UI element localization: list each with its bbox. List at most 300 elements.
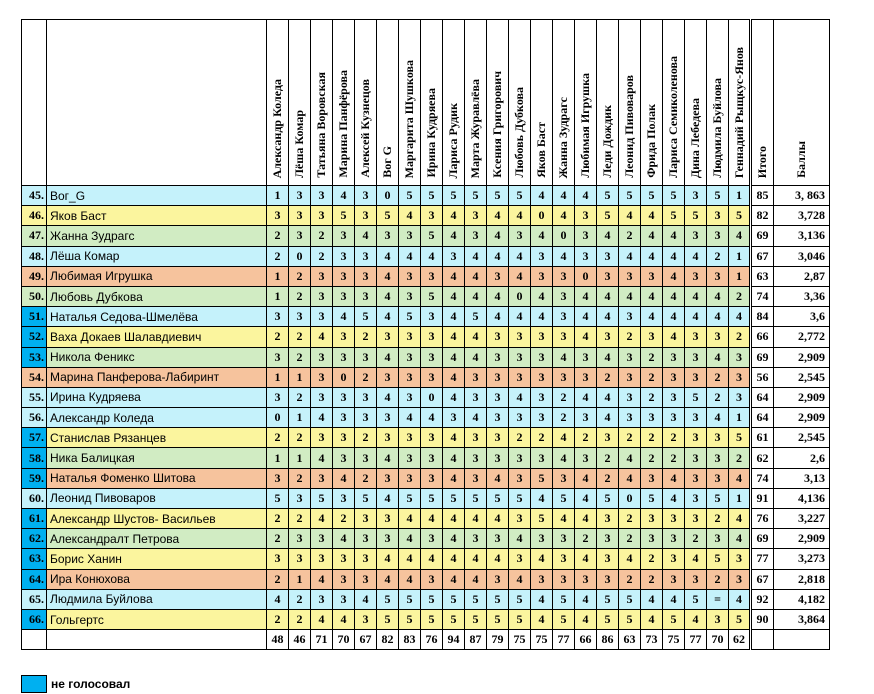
score-cell: 5 [597,589,619,609]
score-cell: 3 [421,428,443,448]
table-row [22,569,830,589]
score-cell: 4 [311,609,333,629]
points-cell: 4,136 [774,488,830,508]
score-cell: 3 [421,266,443,286]
column-header [509,20,531,186]
score-cell: 2 [641,448,663,468]
score-cell: 4 [465,408,487,428]
row-number-cell: 52. [22,327,47,347]
score-cell: 4 [399,246,421,266]
score-cell: 2 [333,509,355,529]
score-cell: 4 [575,186,597,206]
score-cell: 2 [619,509,641,529]
score-cell: 4 [553,509,575,529]
score-cell: 5 [377,609,399,629]
score-cell: 3 [663,509,685,529]
score-cell: 1 [267,367,289,387]
score-cell: 4 [487,206,509,226]
score-cell: 4 [377,266,399,286]
score-cell: 1 [729,266,751,286]
participant-name-cell: Людмила Буйлова [47,589,267,609]
row-number-cell: 65. [22,589,47,609]
table-body [22,186,830,650]
total-cell: 64 [751,387,774,407]
score-cell: 2 [289,609,311,629]
score-cell: 3 [641,509,663,529]
participant-name-cell: Наталья Седова-Шмелёва [47,307,267,327]
score-cell: 5 [399,488,421,508]
score-cell: 3 [575,408,597,428]
score-cell: 4 [421,408,443,428]
score-cell: 3 [487,408,509,428]
score-cell: 4 [707,347,729,367]
total-cell: 85 [751,186,774,206]
score-cell: 3 [355,347,377,367]
score-cell: 2 [641,549,663,569]
score-cell: 4 [663,327,685,347]
score-cell: 3 [355,549,377,569]
score-cell: 3 [465,387,487,407]
score-cell: 4 [443,286,465,306]
score-cell: 5 [267,488,289,508]
score-cell: 5 [531,468,553,488]
score-cell: 3 [663,529,685,549]
legend [21,675,130,693]
participant-name-cell: Ирина Кудряева [47,387,267,407]
score-cell: 3 [553,569,575,589]
row-number-cell: 54. [22,367,47,387]
score-cell: 5 [619,609,641,629]
participant-name-cell: Ваха Докаев Шалавдиевич [47,327,267,347]
row-number-cell: 47. [22,226,47,246]
score-cell: 2 [641,387,663,407]
score-cell: 4 [487,468,509,488]
participant-name-cell: Станислав Рязанцев [47,428,267,448]
score-cell: 3 [333,569,355,589]
score-cell: 4 [597,226,619,246]
column-total-cell: 73 [641,630,663,650]
score-cell: 3 [289,226,311,246]
table-row [22,206,830,226]
score-cell: 3 [421,347,443,367]
score-cell: 3 [355,186,377,206]
score-cell: 3 [487,266,509,286]
score-cell: 3 [707,468,729,488]
column-header [333,20,355,186]
score-cell: 4 [333,468,355,488]
score-cell: 3 [729,347,751,367]
score-cell: 3 [707,448,729,468]
score-cell: 4 [663,468,685,488]
total-cell: 69 [751,226,774,246]
score-cell: 3 [509,347,531,367]
score-cell: 4 [707,307,729,327]
score-cell: 3 [355,609,377,629]
score-cell: 5 [597,609,619,629]
score-cell: 1 [729,488,751,508]
score-cell: 4 [487,307,509,327]
column-header-label: Геннадий Рыщкус-Янов [731,46,746,178]
score-cell: 4 [641,226,663,246]
score-cell: 3 [641,408,663,428]
footer-row [22,630,830,650]
score-cell: 2 [685,529,707,549]
score-cell: 3 [707,609,729,629]
total-cell: 74 [751,286,774,306]
column-header [729,20,751,186]
score-cell: 3 [487,367,509,387]
score-cell: 4 [553,347,575,367]
score-cell: 4 [399,509,421,529]
score-cell: 5 [487,488,509,508]
total-cell: 69 [751,347,774,367]
score-cell: 3 [487,428,509,448]
score-cell: 5 [597,488,619,508]
score-cell: 3 [663,549,685,569]
column-header [641,20,663,186]
score-cell: 3 [333,428,355,448]
score-cell: 3 [663,408,685,428]
score-cell: 5 [377,206,399,226]
score-cell: 4 [597,286,619,306]
score-cell: 0 [333,367,355,387]
score-cell: 4 [575,549,597,569]
column-header [377,20,399,186]
points-cell: 2,818 [774,569,830,589]
score-cell: 4 [443,569,465,589]
score-cell: 5 [509,186,531,206]
score-cell: 4 [531,226,553,246]
score-cell: 5 [663,609,685,629]
score-cell: 3 [355,448,377,468]
score-cell: 5 [553,589,575,609]
score-cell: 4 [641,589,663,609]
column-total-cell: 67 [355,630,377,650]
score-cell: 2 [729,448,751,468]
score-cell: 3 [707,529,729,549]
table-row [22,307,830,327]
column-header [707,20,729,186]
score-cell: 4 [465,246,487,266]
row-number-cell: 63. [22,549,47,569]
score-cell: 2 [619,569,641,589]
score-cell: 4 [487,286,509,306]
score-cell: 5 [619,186,641,206]
score-cell: 5 [443,488,465,508]
score-cell: 2 [729,327,751,347]
score-cell: 4 [641,307,663,327]
participant-name-cell: Жанна Зудрагс [47,226,267,246]
points-cell: 3, 863 [774,186,830,206]
results-table [21,19,830,650]
score-cell: 4 [487,226,509,246]
score-cell: 4 [311,408,333,428]
score-cell: 3 [597,549,619,569]
score-cell: 3 [333,347,355,367]
score-cell: 0 [421,387,443,407]
score-cell: 2 [267,529,289,549]
score-cell: 4 [553,206,575,226]
score-cell: 3 [509,448,531,468]
score-cell: 3 [355,509,377,529]
score-cell: 0 [619,488,641,508]
score-cell: 2 [553,387,575,407]
score-cell: 5 [641,488,663,508]
score-cell: 1 [267,266,289,286]
score-cell: 3 [333,327,355,347]
score-cell: 4 [575,609,597,629]
column-header-label: Лариса Семиколенова [666,56,680,178]
score-cell: 4 [399,206,421,226]
score-cell: 4 [465,266,487,286]
table-row [22,266,830,286]
participant-name-cell: Наталья Фоменко Шитова [47,468,267,488]
score-cell: 4 [443,327,465,347]
footer-empty-cell [774,630,830,650]
column-header [267,20,289,186]
participant-name-cell: Ира Конюхова [47,569,267,589]
score-cell: 2 [575,529,597,549]
column-header-label: Маргарита Шушкова [402,59,416,178]
score-cell: 5 [619,589,641,609]
score-cell: 3 [553,307,575,327]
score-cell: 4 [685,286,707,306]
score-cell: 5 [531,509,553,529]
score-cell: 3 [311,367,333,387]
score-cell: 4 [377,307,399,327]
column-header [774,20,830,186]
score-cell: 5 [509,488,531,508]
score-cell: 5 [421,226,443,246]
participant-name-cell: Марина Панферова-Лабиринт [47,367,267,387]
score-cell: 4 [377,387,399,407]
score-cell: 5 [487,609,509,629]
column-header [399,20,421,186]
table-row [22,448,830,468]
score-cell: 4 [509,307,531,327]
score-cell: 3 [333,549,355,569]
points-cell: 3,864 [774,609,830,629]
score-cell: 5 [509,589,531,609]
row-number-cell: 66. [22,609,47,629]
score-cell: 2 [619,226,641,246]
table-row [22,347,830,367]
score-cell: 2 [311,226,333,246]
column-header-label: Лёша Комар [292,109,306,178]
score-cell: 4 [443,529,465,549]
participant-name-cell: Ника Балицкая [47,448,267,468]
column-total-cell: 76 [421,630,443,650]
score-cell: 3 [311,387,333,407]
score-cell: 4 [663,589,685,609]
score-cell: 1 [729,186,751,206]
score-cell: 2 [619,327,641,347]
column-header-label: Жанна Зудрагс [556,96,570,178]
total-cell: 74 [751,468,774,488]
table-row [22,367,830,387]
participant-name-cell: Яков Баст [47,206,267,226]
corner-cell-num [22,20,47,186]
row-number-cell: 50. [22,286,47,306]
score-cell: 3 [619,408,641,428]
score-cell: 1 [289,569,311,589]
score-cell: 3 [333,408,355,428]
score-cell: 4 [377,488,399,508]
column-total-cell: 94 [443,630,465,650]
total-cell: 76 [751,509,774,529]
score-cell: 4 [333,186,355,206]
score-cell: 2 [707,569,729,589]
score-cell: 3 [399,347,421,367]
score-cell: 3 [443,246,465,266]
table-row [22,246,830,266]
score-cell: 5 [707,549,729,569]
column-total-cell: 75 [509,630,531,650]
score-cell: 3 [465,428,487,448]
score-cell: 2 [641,347,663,367]
score-cell: 3 [267,347,289,367]
score-cell: 2 [289,509,311,529]
score-cell: 4 [443,448,465,468]
row-number-cell: 57. [22,428,47,448]
score-cell: 4 [509,206,531,226]
score-cell: 5 [729,609,751,629]
score-cell: 3 [289,186,311,206]
total-cell: 56 [751,367,774,387]
row-number-cell: 51. [22,307,47,327]
score-cell: 3 [553,266,575,286]
score-cell: 4 [443,347,465,367]
score-cell: 3 [553,529,575,549]
score-cell: 3 [531,569,553,589]
score-cell: 2 [289,286,311,306]
column-header [421,20,443,186]
total-cell: 82 [751,206,774,226]
score-cell: 3 [729,367,751,387]
column-header-label: Дина Лебедева [688,97,702,178]
score-cell: 4 [619,206,641,226]
score-cell: 3 [377,327,399,347]
column-header [663,20,685,186]
score-cell: 4 [509,529,531,549]
table-row [22,509,830,529]
score-cell: 5 [355,488,377,508]
score-cell: 4 [399,529,421,549]
score-cell: 3 [619,347,641,367]
score-cell: 3 [619,307,641,327]
score-cell: 3 [597,509,619,529]
score-cell: = [707,589,729,609]
row-number-cell: 46. [22,206,47,226]
score-cell: 3 [685,468,707,488]
column-header [619,20,641,186]
table-row [22,226,830,246]
score-cell: 4 [509,246,531,266]
score-cell: 5 [707,488,729,508]
column-header-label: Любимая Игрушка [578,73,592,178]
column-header-label: Александр Коледа [270,78,284,178]
table-row [22,408,830,428]
row-number-cell: 49. [22,266,47,286]
score-cell: 5 [421,488,443,508]
score-cell: 5 [311,488,333,508]
column-header-label: Алексей Кузнецов [358,79,372,178]
score-cell: 4 [597,307,619,327]
points-cell: 2,87 [774,266,830,286]
score-cell: 1 [289,408,311,428]
score-cell: 4 [663,307,685,327]
points-cell: 4,182 [774,589,830,609]
points-cell: 3,046 [774,246,830,266]
score-cell: 4 [729,226,751,246]
score-cell: 3 [575,448,597,468]
score-cell: 4 [553,448,575,468]
table-row [22,286,830,306]
table-row [22,609,830,629]
score-cell: 5 [465,488,487,508]
total-cell: 77 [751,549,774,569]
score-cell: 2 [289,347,311,367]
score-cell: 1 [289,367,311,387]
score-cell: 4 [311,569,333,589]
participant-name-cell: Александр Шустов- Васильев [47,509,267,529]
score-cell: 3 [421,327,443,347]
score-cell: 3 [685,428,707,448]
score-cell: 4 [355,226,377,246]
score-cell: 3 [333,226,355,246]
score-cell: 3 [707,226,729,246]
score-cell: 5 [355,307,377,327]
score-cell: 5 [641,186,663,206]
score-cell: 3 [619,266,641,286]
score-cell: 4 [509,569,531,589]
column-total-cell: 75 [663,630,685,650]
score-cell: 4 [553,246,575,266]
score-cell: 2 [289,327,311,347]
score-cell: 3 [399,448,421,468]
score-cell: 3 [663,387,685,407]
score-cell: 3 [685,186,707,206]
score-cell: 3 [729,569,751,589]
score-cell: 3 [311,428,333,448]
score-cell: 3 [641,529,663,549]
score-cell: 3 [355,387,377,407]
points-cell: 2,909 [774,529,830,549]
score-cell: 3 [399,468,421,488]
column-header-label: Фрида Полак [644,104,658,178]
score-cell: 4 [267,589,289,609]
score-cell: 5 [465,186,487,206]
participant-name-cell: Александралт Петрова [47,529,267,549]
column-total-cell: 46 [289,630,311,650]
score-cell: 4 [729,589,751,609]
score-cell: 3 [685,266,707,286]
score-cell: 2 [663,448,685,468]
score-cell: 3 [729,387,751,407]
column-header [289,20,311,186]
score-cell: 3 [575,246,597,266]
score-cell: 0 [575,266,597,286]
column-header-label: Леонид Пивоваров [622,75,636,178]
score-cell: 1 [729,246,751,266]
score-cell: 3 [707,428,729,448]
score-cell: 3 [707,327,729,347]
score-cell: 3 [267,549,289,569]
table-row [22,428,830,448]
total-cell: 69 [751,529,774,549]
total-cell: 63 [751,266,774,286]
score-cell: 3 [509,327,531,347]
